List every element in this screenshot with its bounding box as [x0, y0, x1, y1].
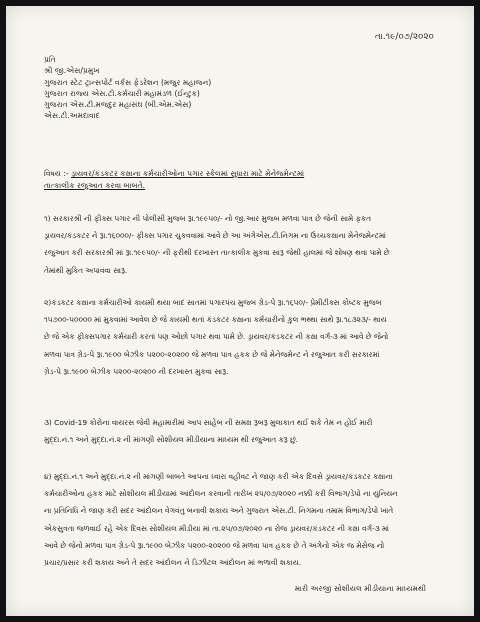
subject-prefix: વિષય :-	[44, 169, 69, 178]
paragraph-line: રજુઆત કરી સરકારશ્રી માં રૂા.૧૯૯૫૦/- ની ફરીથી દરખાસ્ત તાત્કાલીક મુકવા સારૂ જેથી હાલમાં જે શોષણ થવા પામે છે	[44, 248, 390, 258]
paragraph-line: કર્મચારીઓના હકક માટે સોશીયલ મીડીયામાં આંદોલન કરવાની તારીખ ૨૫/૦૭/૨૦૨૦ નક્કી કરી વિભાગ/ડેપો ના યુનિયન	[44, 489, 398, 499]
paragraph-line: ૧૫૭૦૦-૫૦૦૦૦ માં મુકવામાં આવેલ છે જે કાયમી થતાં કંડકટર કક્ષાના કર્મચારીનો કુલ ભથ્થા સાથે રૂા.૧૮૩૨૩/- થાય	[44, 315, 387, 325]
letter-page	[6, 6, 474, 616]
paragraph-line: છે જે એક ફીક્સપગાર કર્મચારી કરતાં પણ ઓછો પગાર થવા પામે છે. ડ્રાયવર/કંડકટર ની કક્ષા વર્ગ-૩ માં આવે છે જેનો	[44, 332, 389, 342]
subject-line-2: તાત્કાલીક રજુઆત કરવા બાબતે.	[44, 180, 145, 190]
subject	[44, 168, 444, 191]
recipient-line: પ્રતિ	[44, 55, 56, 64]
paragraph-line: ગ્રેડ-પે રૂા.૧૯૦૦ બેઝીક ૫૨૦૦-૨૦૨૦૦ ની દરખાસ્ત મુકવા સારૂ.	[44, 366, 229, 376]
paragraph-line: એકસુત્રતા જળવાઈ રહે એક દિવસ સોશીયલ મીડીયા માં તા.૨૫/૦૭/૨૦૨૦ ના રોજ ડ્રાયવર/કંડકટર ની કક્ષા વર્ગ-૩ માં	[44, 523, 389, 533]
paragraph-line: ના પ્રતિનિધિ ને જાણ કરી સદર આંદોલન વેગવંતુ બનાવી શકાય અને ગુજરાત એસ.ટી. નિગમના તમામ વિભાગ/ડેપો ખાતે	[44, 506, 394, 516]
paragraph-line: ૧) સરકારશ્રી ની ફીક્સ પગાર ની પોલીસી મુજબ રૂા.૧૯૯૫૦/- નો જી.આર મુજબ મળવા પાત્ર છે જેની સામે ફકત	[44, 214, 371, 223]
paragraph-line: આવે છે જેનો મળવા પાત્ર ગ્રેડ-પે રૂા.૧૯૦૦ બેઝીક ૫૨૦૦-૨૦૨૦૦ જે મળવા પાત્ર હકક છે તે અંગેનો એક જ મેસેજ નો	[44, 540, 385, 550]
paragraph-line: તેમાંથી મુકિત અપાવવા સારૂ.	[44, 265, 128, 275]
recipient-line: ગુજરાત રાજ્ય એસ.ટી.કર્મચારી મહામંડળ (ઈન્ટુક)	[44, 88, 200, 98]
paragraph-line: ૩) Covid-19 કોરોના વાયરસ જેવી મહામારીમાં આપ સાહેબ ની સમક્ષ રૂબરૂ મુલાકાત થઈ શકે તેમ ન હોઈ મારી	[44, 418, 373, 427]
recipient-address	[44, 54, 211, 122]
paragraph-4	[44, 468, 446, 571]
recipient-line: ગુજરાત એસ.ટી.મજદુર મહાસંઘ (બી.એમ.એસ)	[44, 100, 192, 110]
paragraph-line: પ્રચાર/પ્રસાર કરી શકાય અને તે સદર આંદોલન ને ડિઝીટલ આંદોલન માં ભળાવી શકાય.	[44, 558, 302, 568]
paragraph-line: ૨)કંડકટર કક્ષાના કર્મચારીઓ કાયમી થયા બાદ સાતમાં પગારપંચ મુજબ ગ્રેડ-પે રૂા.૧૬૫૦/- પ્રેમીટીક્સ કોષ્ટક મુજબ	[44, 298, 382, 307]
paragraph-line: ડ્રાયવર/કંડકટર ને રૂા.૧૬૦૦૦/- ફીક્સ પગાર ચુકવવામાં આવે છે આ અંગેએસ.ટી.નિગમ ના ઉચ્ચકક્ષાના મેનેજમેન્ટમાં	[44, 231, 386, 241]
recipient-line: એસ.ટી.અમદાવાદ	[44, 111, 100, 121]
recipient-line: શ્રી જી.એસ/પ્રમુખ	[44, 66, 100, 76]
recipient-line: ગુજરાત સ્ટેટ ટ્રાન્સપોર્ટ વર્કસ ફેડરેશન (મજુર મહાજન)	[44, 77, 212, 87]
subject-line-1: ડ્રાયવર/કંડકટર કક્ષાના કર્મચારીઓના પગાર સ્કેલમાં સુધારા માટે મેનેજમેન્ટમાં	[71, 169, 305, 178]
letter-date: તા.૧૯/૦૭/૨૦૨૦	[375, 32, 434, 42]
paragraph-line: મુદ્દા.નં.૧ અને મુદ્દા.નં.૨ ની માંગણી સોશીયલ મીડીયાના માધ્યમ થી રજુઆત કરૂ છું.	[44, 435, 299, 445]
paragraph-line: મળવા પાત્ર ગ્રેડ-પે રૂા.૧૯૦૦ બેઝીક ૫૨૦૦-૨૦૨૦૦ જે મળવા પાત્ર હકક છે જે મેનેજમેન્ટ ને રજુઆત કરી સરકારમાં	[44, 349, 380, 359]
paragraph-1	[44, 210, 446, 279]
paragraph-3	[44, 414, 446, 448]
paragraph-2	[44, 294, 446, 380]
signature-line: મારી અરજી સોશીયલ મીડીયાના માધ્યમથી	[294, 584, 426, 593]
paragraph-line: ૪) મુદ્દા.નં.૧ અને મુદ્દા.નં.૨ ની માંગણી બાબતે આપના ધ્વારા વહીવટ ને જાણ કરી એક દિવસે ડ્રાયવર/કંડકટર કક્ષાના	[44, 472, 393, 481]
